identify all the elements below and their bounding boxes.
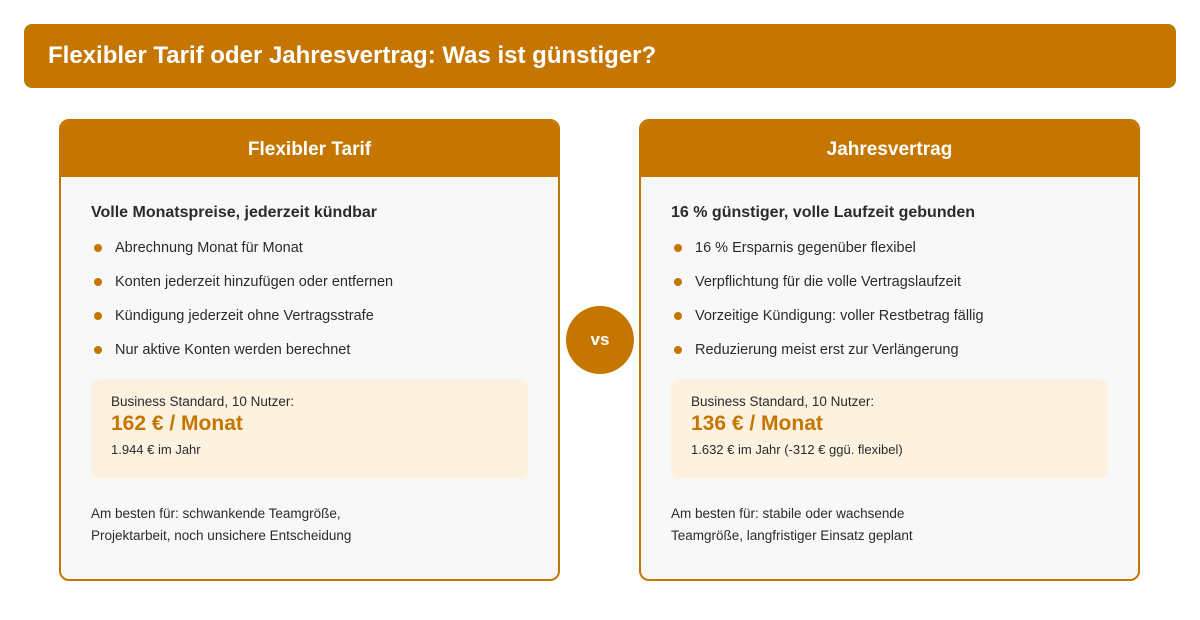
flexible-plan-feature-list (91, 239, 528, 375)
flexible-plan-card-body (61, 177, 558, 547)
page-title-banner (24, 24, 1176, 88)
list-item-text: Reduzierung meist erst zur Verlängerung (695, 342, 959, 358)
list-item (91, 341, 528, 375)
annual-contract-title: Jahresvertrag (826, 139, 953, 160)
yearly-price: 1.632 € im Jahr (-312 € ggü. flexibel) (691, 442, 903, 457)
list-item-text: Kündigung jederzeit ohne Vertragsstrafe (115, 308, 374, 324)
page-title: Flexibler Tarif oder Jahresvertrag: Was ist günstiger? (48, 42, 657, 69)
annual-contract-best-for: Am besten für: stabile oder wachsende Teamgröße, langfristiger Einsatz geplant (671, 506, 913, 543)
annual-contract-price-box (671, 379, 1108, 479)
list-item (671, 307, 1108, 341)
bullet-dot-icon (674, 346, 682, 354)
yearly-price: 1.944 € im Jahr (111, 442, 201, 457)
list-item (91, 273, 528, 307)
flexible-plan-subtitle: Volle Monatspreise, jederzeit kündbar (91, 204, 377, 221)
flexible-plan-best-for: Am besten für: schwankende Teamgröße, Projektarbeit, noch unsichere Entscheidung (91, 506, 352, 543)
monthly-price: 162 € / Monat (111, 412, 243, 435)
list-item (671, 239, 1108, 273)
list-item-text: 16 % Ersparnis gegenüber flexibel (695, 240, 916, 256)
flexible-plan-card-header (61, 121, 558, 177)
flexible-plan-title: Flexibler Tarif (247, 139, 372, 160)
list-item (671, 273, 1108, 307)
list-item (671, 341, 1108, 375)
flexible-plan-card (59, 119, 560, 581)
flexible-plan-price-box (91, 379, 528, 479)
annual-contract-card-body (641, 177, 1138, 547)
bullet-dot-icon (674, 312, 682, 320)
bullet-dot-icon (94, 312, 102, 320)
list-item-text: Nur aktive Konten werden berechnet (115, 342, 351, 358)
list-item-text: Vorzeitige Kündigung: voller Restbetrag fällig (695, 308, 984, 324)
annual-contract-card-header (641, 121, 1138, 177)
list-item (91, 307, 528, 341)
list-item-text: Konten jederzeit hinzufügen oder entfernen (115, 274, 394, 290)
bullet-dot-icon (94, 346, 102, 354)
bullet-dot-icon (674, 244, 682, 252)
list-item (91, 239, 528, 273)
list-item-text: Verpflichtung für die volle Vertragslaufzeit (695, 274, 961, 290)
monthly-price: 136 € / Monat (691, 412, 823, 435)
bullet-dot-icon (94, 278, 102, 286)
bullet-dot-icon (674, 278, 682, 286)
bullet-dot-icon (94, 244, 102, 252)
list-item-text: Abrechnung Monat für Monat (115, 240, 303, 256)
annual-contract-feature-list (671, 239, 1108, 375)
vs-badge (566, 306, 634, 374)
annual-contract-card (639, 119, 1140, 581)
price-label: Business Standard, 10 Nutzer: (691, 394, 875, 409)
vs-label: vs (590, 330, 610, 349)
annual-contract-subtitle: 16 % günstiger, volle Laufzeit gebunden (671, 204, 976, 221)
price-label: Business Standard, 10 Nutzer: (111, 394, 295, 409)
